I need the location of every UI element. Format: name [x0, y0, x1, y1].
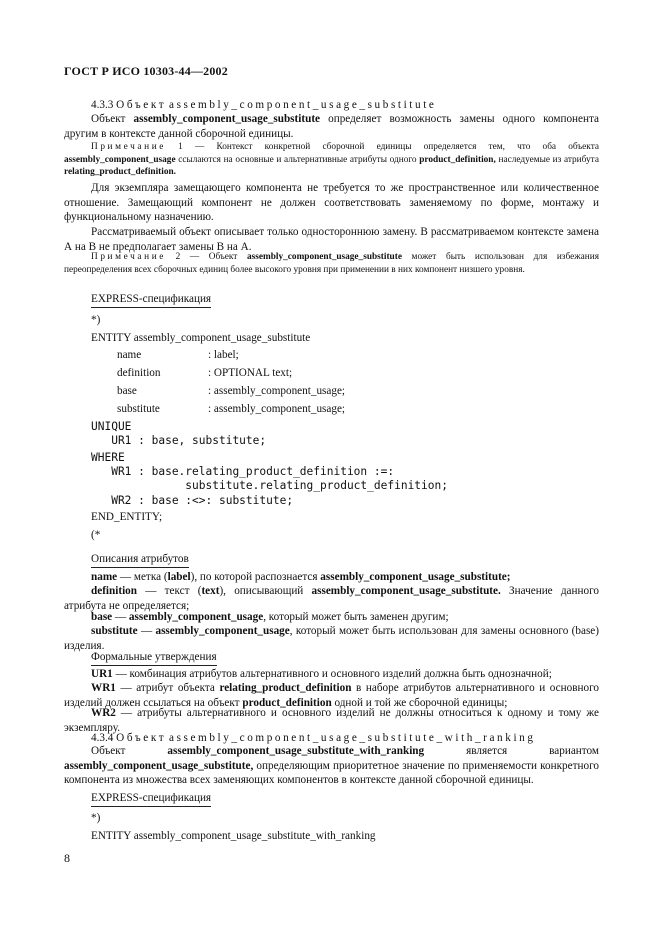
text-run: наследуемые из атрибута: [495, 154, 599, 165]
text-run: assembly_component_usage: [155, 625, 290, 637]
section-number: 4.3.3: [91, 99, 114, 111]
text-run: Объект: [91, 745, 168, 757]
text-run: определяющим приоритетное значение по применяемости конкретного компонента из множества всех заменяющих компонентов в контексте данной сборочной единицы.: [64, 759, 599, 787]
express-spec-label: EXPRESS-спецификация: [91, 292, 211, 308]
text-run: product_definition: [242, 696, 332, 709]
section-title-word: Объект: [116, 99, 167, 111]
text-run: определяет возможность замены одного компонента другим в контексте данной сборочной единицы.: [64, 113, 599, 140]
page-header: ГОСТ Р ИСО 10303-44—2002: [64, 64, 228, 78]
text-run: , который может быть заменен другим;: [263, 611, 449, 623]
text-run: base: [91, 611, 113, 623]
paragraph: [64, 112, 599, 141]
express-spec-label: EXPRESS-спецификация: [91, 791, 211, 807]
text-run: assembly_component_usage: [128, 611, 264, 623]
paragraph: [64, 744, 599, 788]
unique-clause: UNIQUE UR1 : base, substitute;: [91, 420, 267, 448]
text-run: ), по которой распознается: [190, 571, 321, 583]
text-run: Объект: [91, 113, 134, 125]
attribute-type: : assembly_component_usage;: [208, 385, 346, 397]
text-run: в наборе атрибутов альтернативного и основного изделий должен ссылаться на объект: [64, 682, 599, 709]
text-run: ), описывающий: [219, 585, 312, 597]
text-run: является вариантом: [424, 745, 599, 757]
attribute-description: [64, 624, 599, 653]
text-run: Рассматриваемый объект описывает только одностороннюю замену. В рассматриваемом контексте замена А на В не предполагает замены В на А.: [64, 226, 599, 253]
text-run: assembly_component_usage_substitute: [246, 252, 402, 262]
text-run: relating_product_definition: [219, 682, 352, 694]
section-title-entity: assembly_component_usage_substitute: [169, 99, 437, 111]
text-run: definition: [91, 585, 138, 597]
text-run: одной и той же сборочной единицы;: [331, 696, 508, 709]
attribute-description: [64, 570, 599, 585]
formal-proposition: [64, 667, 599, 682]
text-run: assembly_component_usage_substitute,: [64, 759, 254, 772]
attribute-name: substitute: [117, 403, 160, 415]
attribute-name: base: [117, 385, 137, 397]
text-run: assembly_component_usage_substitute_with_ranking: [167, 745, 425, 757]
attribute-descriptions-label: Описания атрибутов: [91, 552, 189, 568]
section-title-word: Объект: [116, 732, 167, 744]
text-run: — атрибут объекта: [115, 682, 220, 694]
note-1: [64, 141, 599, 179]
text-run: Для экземпляра замещающего компонента не требуется то же пространственное или количественное отношение. Замещающий компонент не должен соответствовать заменяемому по форме, монтажу и функциональному назначению.: [64, 182, 599, 224]
text-run: assembly_component_usage: [64, 154, 176, 165]
attribute-name: definition: [117, 367, 161, 379]
text-run: product_definition,: [419, 154, 496, 165]
entity-declaration: ENTITY assembly_component_usage_substitute: [91, 332, 311, 344]
attribute-type: : label;: [208, 349, 239, 361]
text-run: — метка (: [117, 571, 168, 583]
note-2: [64, 251, 599, 276]
attribute-description: [64, 584, 599, 613]
text-run: 2 — Объект: [166, 252, 247, 262]
where-clause: WHERE WR1 : base.relating_product_definition :=: substitute.relating_product_definition; WR2 : base :<>: substitute;: [91, 451, 448, 507]
text-run: 1 — Контекст конкретной сборочной единицы определяется тем, что оба объекта: [166, 142, 599, 152]
text-run: substitute: [91, 625, 138, 637]
text-run: relating_product_definition.: [64, 167, 177, 178]
text-run: — атрибуты альтернативного и основного изделий не должны относиться к одному и тому же экземпляру.: [64, 707, 599, 734]
open-comment: *): [91, 812, 101, 824]
section-heading-4-3-3: [64, 98, 599, 113]
text-run: — текст (: [137, 585, 202, 597]
text-run: —: [137, 625, 156, 637]
text-run: UR1: [91, 668, 113, 680]
text-run: , который может быть использован для замены основного (base) изделия.: [64, 625, 599, 652]
entity-declaration: ENTITY assembly_component_usage_substitute_with_ranking: [91, 830, 376, 842]
text-run: name: [91, 571, 118, 583]
text-run: WR2: [91, 707, 116, 719]
text-run: assembly_component_usage_substitute: [133, 113, 321, 125]
text-run: Значение данного атрибута не определяется;: [64, 585, 599, 612]
text-run: WR1: [91, 682, 116, 694]
formal-propositions-label: Формальные утверждения: [91, 650, 217, 666]
close-comment: (*: [91, 529, 101, 541]
text-run: может быть использован для избежания переопределения всех сборочных единиц более высокого уровня при применении в них компонент низшего уровня.: [64, 252, 599, 275]
end-entity: END_ENTITY;: [91, 511, 163, 523]
text-run: — комбинация атрибутов альтернативного и основного изделий должна быть однозначной;: [112, 668, 552, 680]
text-run: label: [167, 571, 191, 583]
page-number: 8: [64, 851, 70, 865]
attribute-type: : OPTIONAL text;: [208, 367, 293, 379]
text-run: assembly_component_usage_substitute;: [320, 571, 511, 583]
text-run: —: [112, 611, 129, 623]
text-run: Примечание: [91, 252, 166, 262]
paragraph: [64, 181, 599, 225]
open-comment: *): [91, 314, 101, 326]
text-run: Примечание: [91, 142, 166, 152]
attribute-name: name: [117, 349, 142, 361]
attribute-type: : assembly_component_usage;: [208, 403, 346, 415]
text-run: ссылаются на основные и альтернативные атрибуты одного: [175, 154, 420, 165]
text-run: text: [201, 585, 220, 597]
text-run: assembly_component_usage_substitute.: [311, 585, 501, 597]
section-number: 4.3.4: [91, 732, 114, 744]
section-title-entity: assembly_component_usage_substitute_with_ranking: [169, 732, 536, 744]
attribute-description: [64, 610, 599, 625]
paragraph: [64, 225, 599, 254]
